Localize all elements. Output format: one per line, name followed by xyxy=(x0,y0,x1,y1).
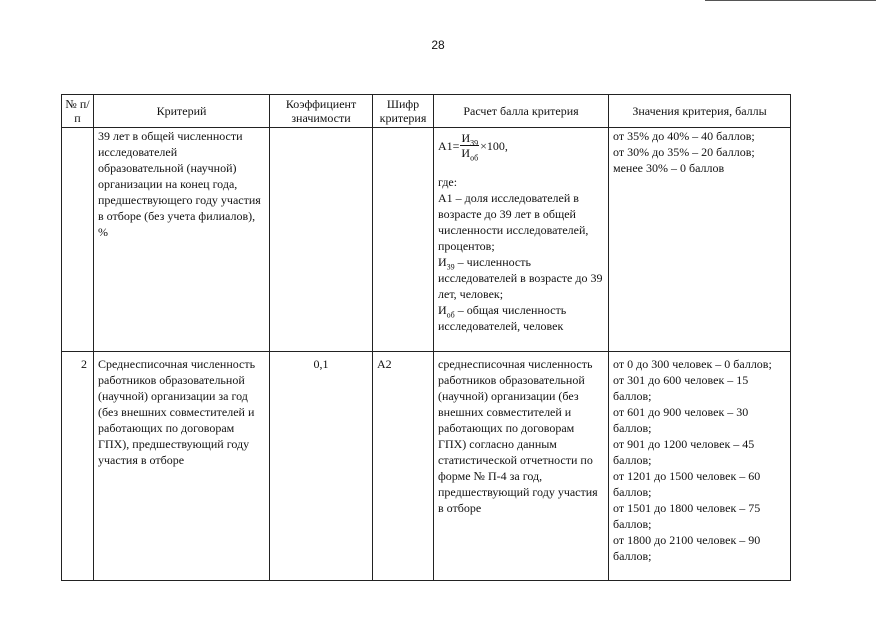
row2-criterion: Среднесписочная численность работников образовательной (научной) организации за год (без внешних совместителей и работающих по договорам ГПХ), предшествующий году участия в отборе xyxy=(94,352,270,581)
value-line: от 1201 до 1500 человек – 60 баллов; xyxy=(613,469,761,499)
value-line: от 901 до 1200 человек – 45 баллов; xyxy=(613,437,755,467)
value-line: от 1800 до 2100 человек – 90 баллов; xyxy=(613,533,761,563)
header-calc: Расчет балла критерия xyxy=(434,95,609,128)
row2-calc: среднесписочная численность работников образовательной (научной) организации (без внешних совместителей и работающих по договорам ГПХ) согласно данным статистической отчетности по форме № П-4 за год, предшествующий году участия в отборе xyxy=(434,352,609,581)
formula-where: где: xyxy=(438,175,458,189)
value-line: менее 30% – 0 баллов xyxy=(613,161,725,175)
row1-num xyxy=(62,128,94,352)
table-header-row xyxy=(62,95,791,128)
value-line: от 0 до 300 человек – 0 баллов; xyxy=(613,357,772,371)
row2-coefficient: 0,1 xyxy=(270,352,373,581)
header-values: Значения критерия, баллы xyxy=(609,95,791,128)
row1-code xyxy=(373,128,434,352)
row2-num: 2 xyxy=(62,352,94,581)
formula-denominator: $И_{об}$ xyxy=(461,146,479,163)
value-line: от 35% до 40% – 40 баллов; xyxy=(613,129,755,143)
row1-values xyxy=(609,128,791,352)
criteria-table xyxy=(61,94,791,581)
page-number: 28 xyxy=(431,38,445,52)
i39-description: $И_{39}$ – численность исследователей в возрасте до 39 лет, человек; xyxy=(438,255,603,301)
formula-fraction xyxy=(460,131,479,163)
iob-description: $И_{об}$ – общая численность исследователей, человек xyxy=(438,303,567,333)
value-line: от 30% до 35% – 20 баллов; xyxy=(613,145,755,159)
row1-calc xyxy=(434,128,609,352)
table-row xyxy=(62,128,791,352)
header-coefficient: Коэффициент значимости xyxy=(270,95,373,128)
formula-a1 xyxy=(438,131,604,163)
table-row xyxy=(62,352,791,581)
value-line: от 301 до 600 человек – 15 баллов; xyxy=(613,373,749,403)
row1-criterion: 39 лет в общей численности исследователей образовательной (научной) организации на конец года, предшествующего году участия в отборе (без учета филиалов), % xyxy=(94,128,270,352)
header-num: № п/п xyxy=(62,95,94,128)
header-code: Шифр критерия xyxy=(373,95,434,128)
row2-code: А2 xyxy=(373,352,434,581)
scan-edge-line xyxy=(705,0,876,1)
formula-right: ×100, xyxy=(480,138,508,153)
a1-description: А1 – доля исследователей в возрасте до 39 лет в общей численности исследователей, процентов; xyxy=(438,191,589,253)
value-line: от 601 до 900 человек – 30 баллов; xyxy=(613,405,749,435)
value-line: от 1501 до 1800 человек – 75 баллов; xyxy=(613,501,761,531)
header-criterion: Критерий xyxy=(94,95,270,128)
formula-numerator: $И_{39}$ xyxy=(461,131,479,148)
row1-coefficient xyxy=(270,128,373,352)
row2-values xyxy=(609,352,791,581)
formula-left: А1= xyxy=(438,138,460,153)
